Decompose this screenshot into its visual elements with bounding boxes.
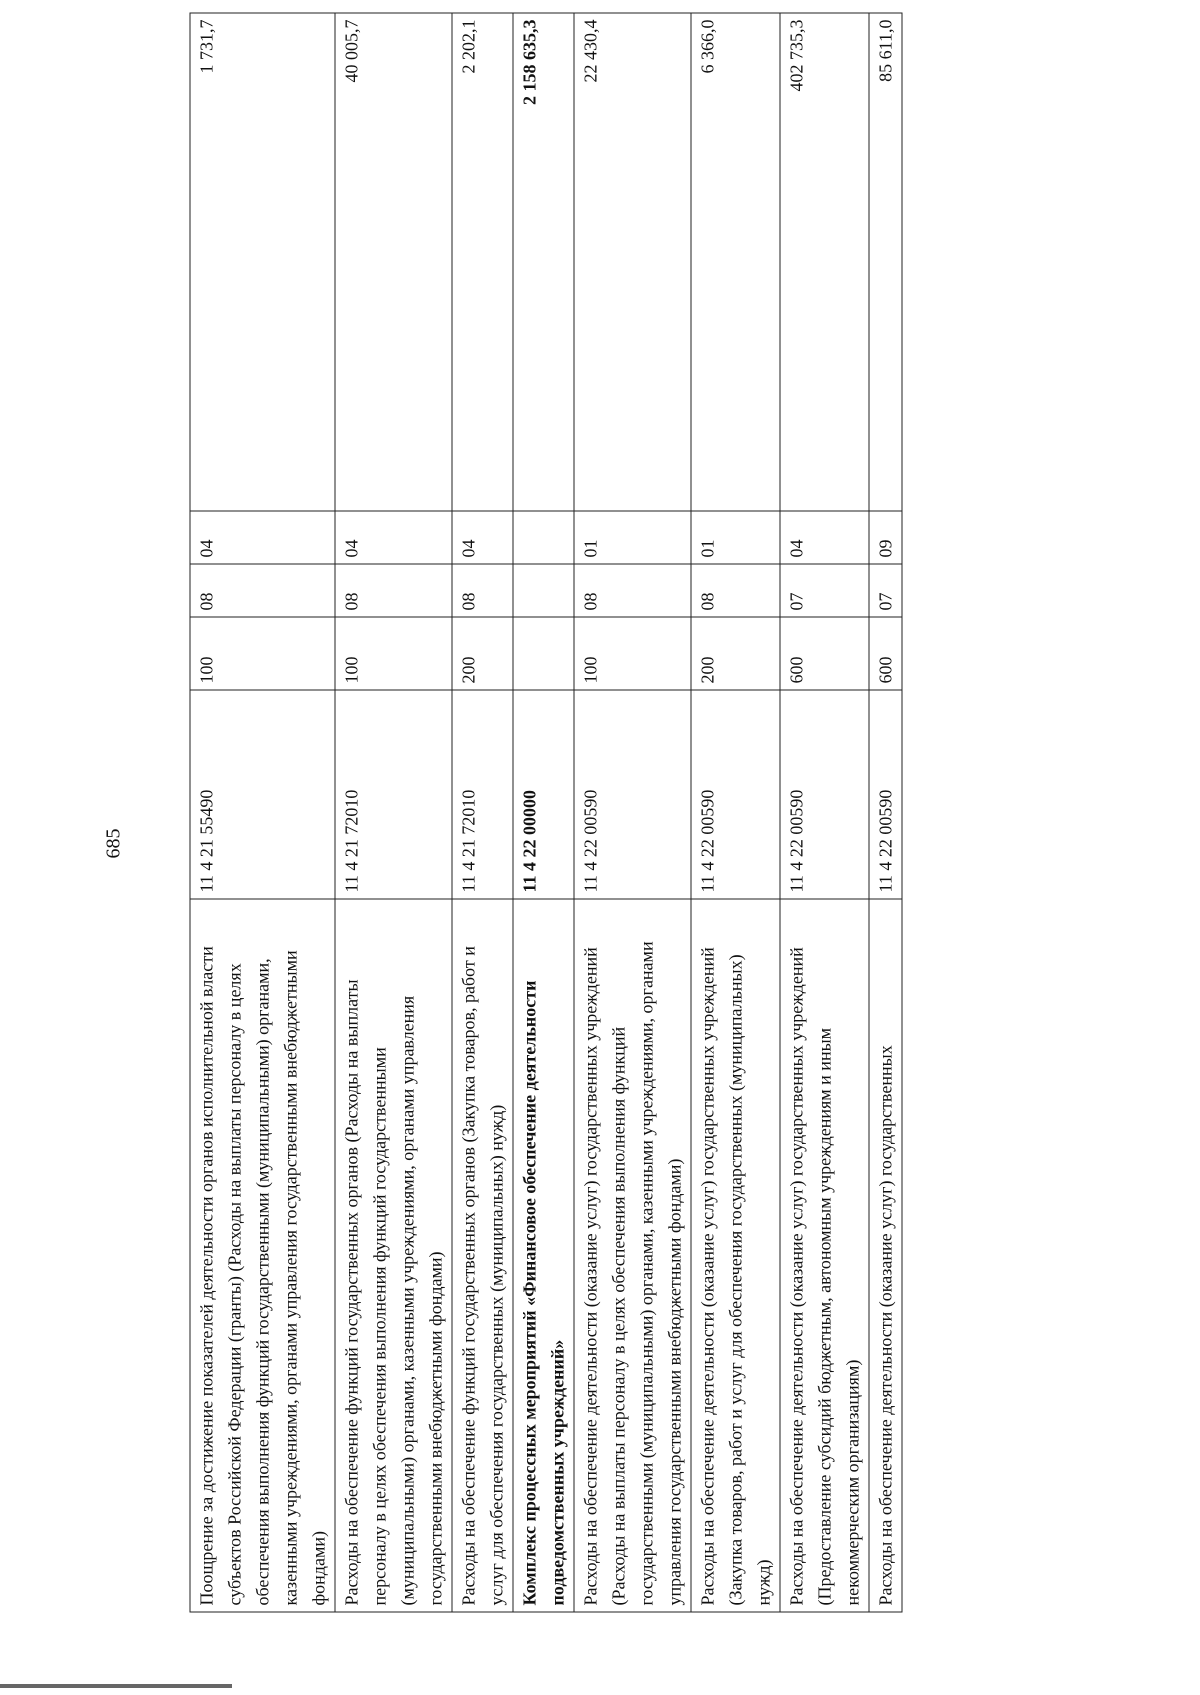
table-row <box>513 13 574 1612</box>
row-amount: 2 202,1 <box>452 13 513 511</box>
table-row <box>780 13 869 1612</box>
row-subsection: 01 <box>691 511 780 564</box>
row-amount: 2 158 635,3 <box>513 13 574 511</box>
row-description: Поощрение за достижение показателей деятельности органов исполнительной власти субъектов Российской Федерации (гранты) (Расходы на выплаты персоналу в целях обеспечения выполнения функций государственными (муниципальными) органами, казенными учреждениями, органами управления государственными внебюджетными фондами) <box>190 899 335 1612</box>
row-subsection: 01 <box>574 511 691 564</box>
page-number: 685 <box>102 828 125 859</box>
table-row <box>574 13 691 1612</box>
table-row <box>190 13 335 1612</box>
row-target-code: 11 4 22 00590 <box>869 690 902 899</box>
row-section: 07 <box>780 564 869 617</box>
row-expense-type: 600 <box>780 617 869 690</box>
row-expense-type: 200 <box>691 617 780 690</box>
row-subsection <box>513 511 574 564</box>
row-expense-type: 100 <box>574 617 691 690</box>
table-row <box>335 13 452 1612</box>
budget-table <box>190 12 903 1612</box>
row-subsection: 04 <box>335 511 452 564</box>
row-amount: 85 611,0 <box>869 13 902 511</box>
row-description: Комплекс процессных мероприятий «Финансовое обеспечение деятельности подведомственных учреждений» <box>513 899 574 1612</box>
row-target-code: 11 4 22 00590 <box>780 690 869 899</box>
row-amount: 6 366,0 <box>691 13 780 511</box>
row-target-code: 11 4 22 00000 <box>513 690 574 899</box>
table-row <box>691 13 780 1612</box>
row-target-code: 11 4 21 72010 <box>335 690 452 899</box>
row-description: Расходы на обеспечение деятельности (оказание услуг) государственных учреждений (Предоставление субсидий бюджетным, автономным учреждениям и иным некоммерческим организациям) <box>780 899 869 1612</box>
row-section: 08 <box>691 564 780 617</box>
row-subsection: 04 <box>190 511 335 564</box>
row-section: 08 <box>190 564 335 617</box>
row-expense-type: 100 <box>190 617 335 690</box>
row-target-code: 11 4 21 72010 <box>452 690 513 899</box>
row-description: Расходы на обеспечение деятельности (оказание услуг) государственных учреждений (Закупка товаров, работ и услуг для обеспечения государственных (муниципальных) нужд) <box>691 899 780 1612</box>
table-row <box>452 13 513 1612</box>
row-section: 08 <box>574 564 691 617</box>
table-row <box>869 13 902 1612</box>
row-amount: 40 005,7 <box>335 13 452 511</box>
row-description: Расходы на обеспечение функций государственных органов (Закупка товаров, работ и услуг для обеспечения государственных (муниципальных) нужд) <box>452 899 513 1612</box>
row-amount: 1 731,7 <box>190 13 335 511</box>
row-expense-type <box>513 617 574 690</box>
row-target-code: 11 4 22 00590 <box>574 690 691 899</box>
row-subsection: 09 <box>869 511 902 564</box>
row-amount: 402 735,3 <box>780 13 869 511</box>
row-section: 08 <box>452 564 513 617</box>
row-subsection: 04 <box>452 511 513 564</box>
row-description: Расходы на обеспечение деятельности (оказание услуг) государственных <box>869 899 902 1612</box>
row-expense-type: 100 <box>335 617 452 690</box>
budget-table-body <box>190 13 902 1612</box>
row-target-code: 11 4 22 00590 <box>691 690 780 899</box>
row-section <box>513 564 574 617</box>
row-expense-type: 600 <box>869 617 902 690</box>
row-description: Расходы на обеспечение деятельности (оказание услуг) государственных учреждений (Расходы на выплаты персоналу в целях обеспечения выполнения функций государственными (муниципальными) органами, казенными учреждениями, органами управления государственными внебюджетными фондами) <box>574 899 691 1612</box>
row-section: 07 <box>869 564 902 617</box>
row-amount: 22 430,4 <box>574 13 691 511</box>
row-target-code: 11 4 21 55490 <box>190 690 335 899</box>
row-expense-type: 200 <box>452 617 513 690</box>
row-section: 08 <box>335 564 452 617</box>
row-description: Расходы на обеспечение функций государственных органов (Расходы на выплаты персоналу в целях обеспечения выполнения функций государственными (муниципальными) органами, казенными учреждениями, органами управления государственными внебюджетными фондами) <box>335 899 452 1612</box>
footer-rule <box>0 1684 232 1688</box>
rotated-document-body <box>190 12 896 1612</box>
row-subsection: 04 <box>780 511 869 564</box>
